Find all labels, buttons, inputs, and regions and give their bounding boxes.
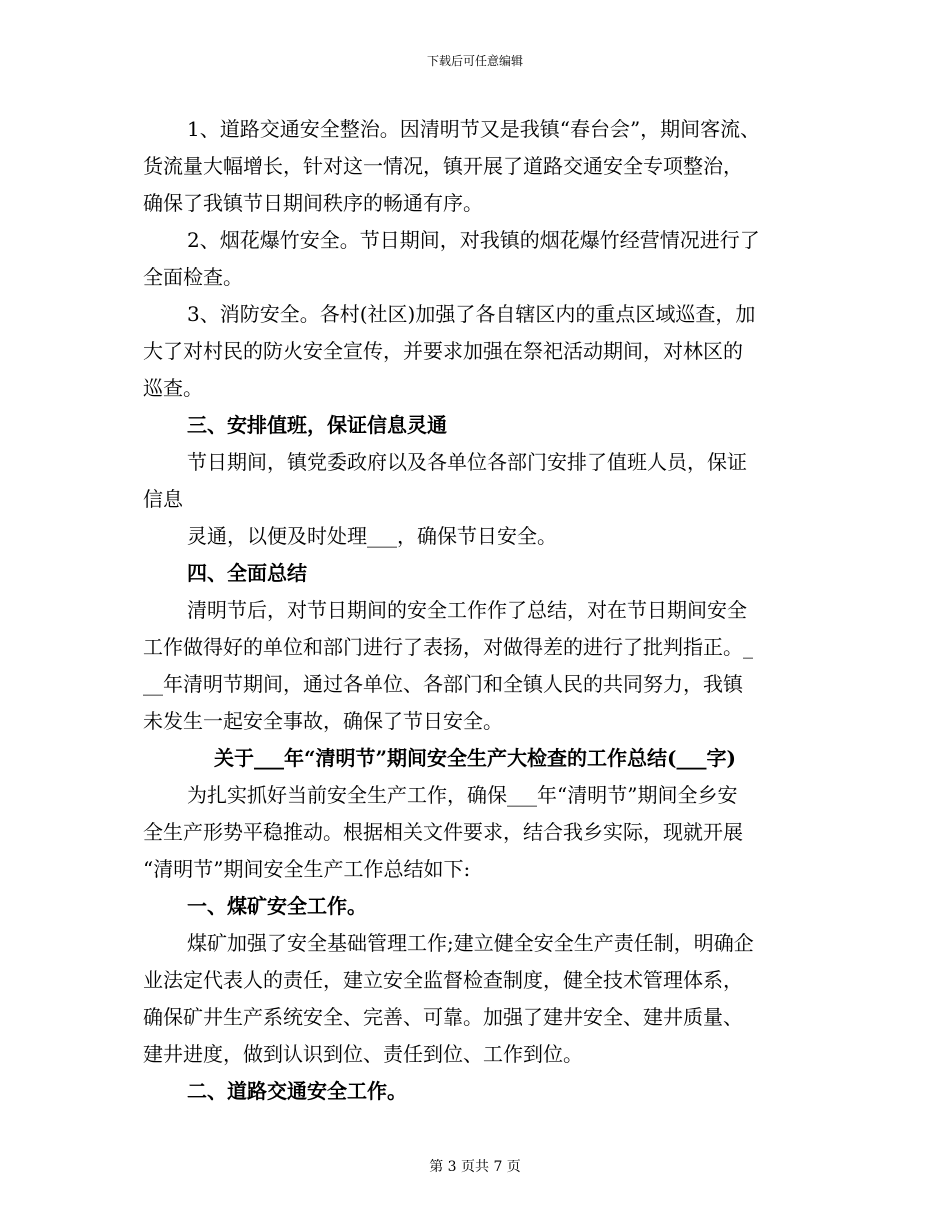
text-line: 确保矿井生产系统安全、完善、可靠。加强了建井安全、建井质量、	[143, 1005, 743, 1029]
section-heading: 一、煤矿安全工作。	[187, 894, 367, 918]
text-line: 信息	[143, 487, 183, 511]
text-line: 1、道路交通安全整治。因清明节又是我镇“春台会”，期间客流、	[187, 117, 761, 141]
text-line: 灵通，以便及时处理___，确保节日安全。	[187, 524, 557, 548]
text-line: 业法定代表人的责任，建立安全监督检查制度，健全技术管理体系，	[143, 968, 743, 992]
text-line: 未发生一起安全事故，确保了节日安全。	[143, 709, 503, 733]
section-heading: 三、安排值班，保证信息灵通	[187, 413, 447, 437]
text-line: 煤矿加强了安全基础管理工作;建立健全安全生产责任制，明确企	[187, 931, 754, 955]
text-line: 巡查。	[143, 376, 203, 400]
text-line: 节日期间，镇党委政府以及各单位各部门安排了值班人员，保证	[187, 450, 747, 474]
text-line: 工作做得好的单位和部门进行了表扬，对做得差的进行了批判指正。_	[143, 635, 753, 659]
text-line: 货流量大幅增长，针对这一情况，镇开展了道路交通安全专项整治，	[143, 154, 743, 178]
page-header-note: 下载后可任意编辑	[426, 54, 523, 68]
page-footer-number: 第 3 页共 7 页	[429, 1159, 521, 1175]
text-line: 建井进度，做到认识到位、责任到位、工作到位。	[143, 1042, 583, 1066]
text-line: 全面检查。	[143, 265, 243, 289]
text-line: 确保了我镇节日期间秩序的畅通有序。	[143, 191, 483, 215]
text-line: 全生产形势平稳推动。根据相关文件要求，结合我乡实际，现就开展	[143, 820, 743, 844]
text-line: 清明节后，对节日期间的安全工作作了总结，对在节日期间安全	[187, 598, 747, 622]
section-heading: 四、全面总结	[187, 561, 307, 585]
section-heading: 二、道路交通安全工作。	[187, 1079, 407, 1103]
text-line: 2、烟花爆竹安全。节日期间，对我镇的烟花爆竹经营情况进行了	[187, 228, 760, 252]
text-line: __年清明节期间，通过各单位、各部门和全镇人民的共同努力，我镇	[143, 672, 743, 696]
text-line: 3、消防安全。各村(社区)加强了各自辖区内的重点区域巡查，加	[187, 302, 756, 326]
text-line: 大了对村民的防火安全宣传，并要求加强在祭祀活动期间，对林区的	[143, 339, 743, 363]
section-heading: 关于___年“清明节”期间安全生产大检查的工作总结(___字)	[214, 746, 736, 770]
text-line: “清明节”期间安全生产工作总结如下:	[143, 857, 471, 881]
text-line: 为扎实抓好当前安全生产工作，确保___年“清明节”期间全乡安	[187, 783, 738, 807]
